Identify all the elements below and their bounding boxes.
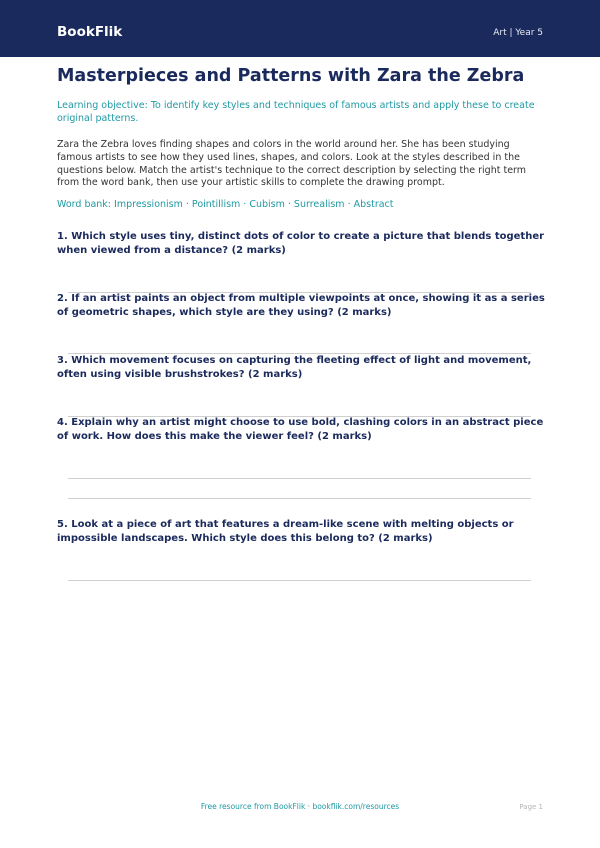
learning-objective: Learning objective: To identify key styles and techniques of famous artists and apply these to create original patterns. <box>57 100 535 124</box>
header-bar <box>0 0 600 57</box>
question-1: 1. Which style uses tiny, distinct dots of color to create a picture that blends together when viewed from a distance? (2 marks) <box>57 231 545 256</box>
page-title: Masterpieces and Patterns with Zara the Zebra <box>57 66 525 86</box>
question-5: 5. Look at a piece of art that features a dream-like scene with melting objects or impossible landscapes. Which style does this belong to? (2 marks) <box>57 519 514 544</box>
subject-year-label: Art | Year 5 <box>493 28 543 38</box>
answer-line-5 <box>68 580 531 581</box>
intro-paragraph: Zara the Zebra loves finding shapes and colors in the world around her. She has been studying famous artists to see how they used lines, shapes, and colors. Look at the styles described in the questions below. Match the artist's technique to the correct description by selecting the right term from the word bank, then use your artistic skills to complete the drawing prompt. <box>57 139 527 189</box>
footer-link[interactable]: Free resource from BookFlik · bookflik.com/resources <box>200 802 400 811</box>
answer-line-4a <box>68 478 531 479</box>
question-3: 3. Which movement focuses on capturing the fleeting effect of light and movement, often using visible brushstrokes? (2 marks) <box>57 355 532 380</box>
question-2: 2. If an artist paints an object from multiple viewpoints at once, showing it as a series of geometric shapes, which style are they using? (2 marks) <box>57 293 545 318</box>
question-4: 4. Explain why an artist might choose to use bold, clashing colors in an abstract piece of work. How does this make the viewer feel? (2 marks) <box>57 417 544 442</box>
word-bank: Word bank: Impressionism · Pointillism · Cubism · Surrealism · Abstract <box>57 199 394 210</box>
brand-logo: BookFlik <box>57 24 123 40</box>
page-number: Page 1 <box>519 803 543 811</box>
answer-line-4b <box>68 498 531 499</box>
